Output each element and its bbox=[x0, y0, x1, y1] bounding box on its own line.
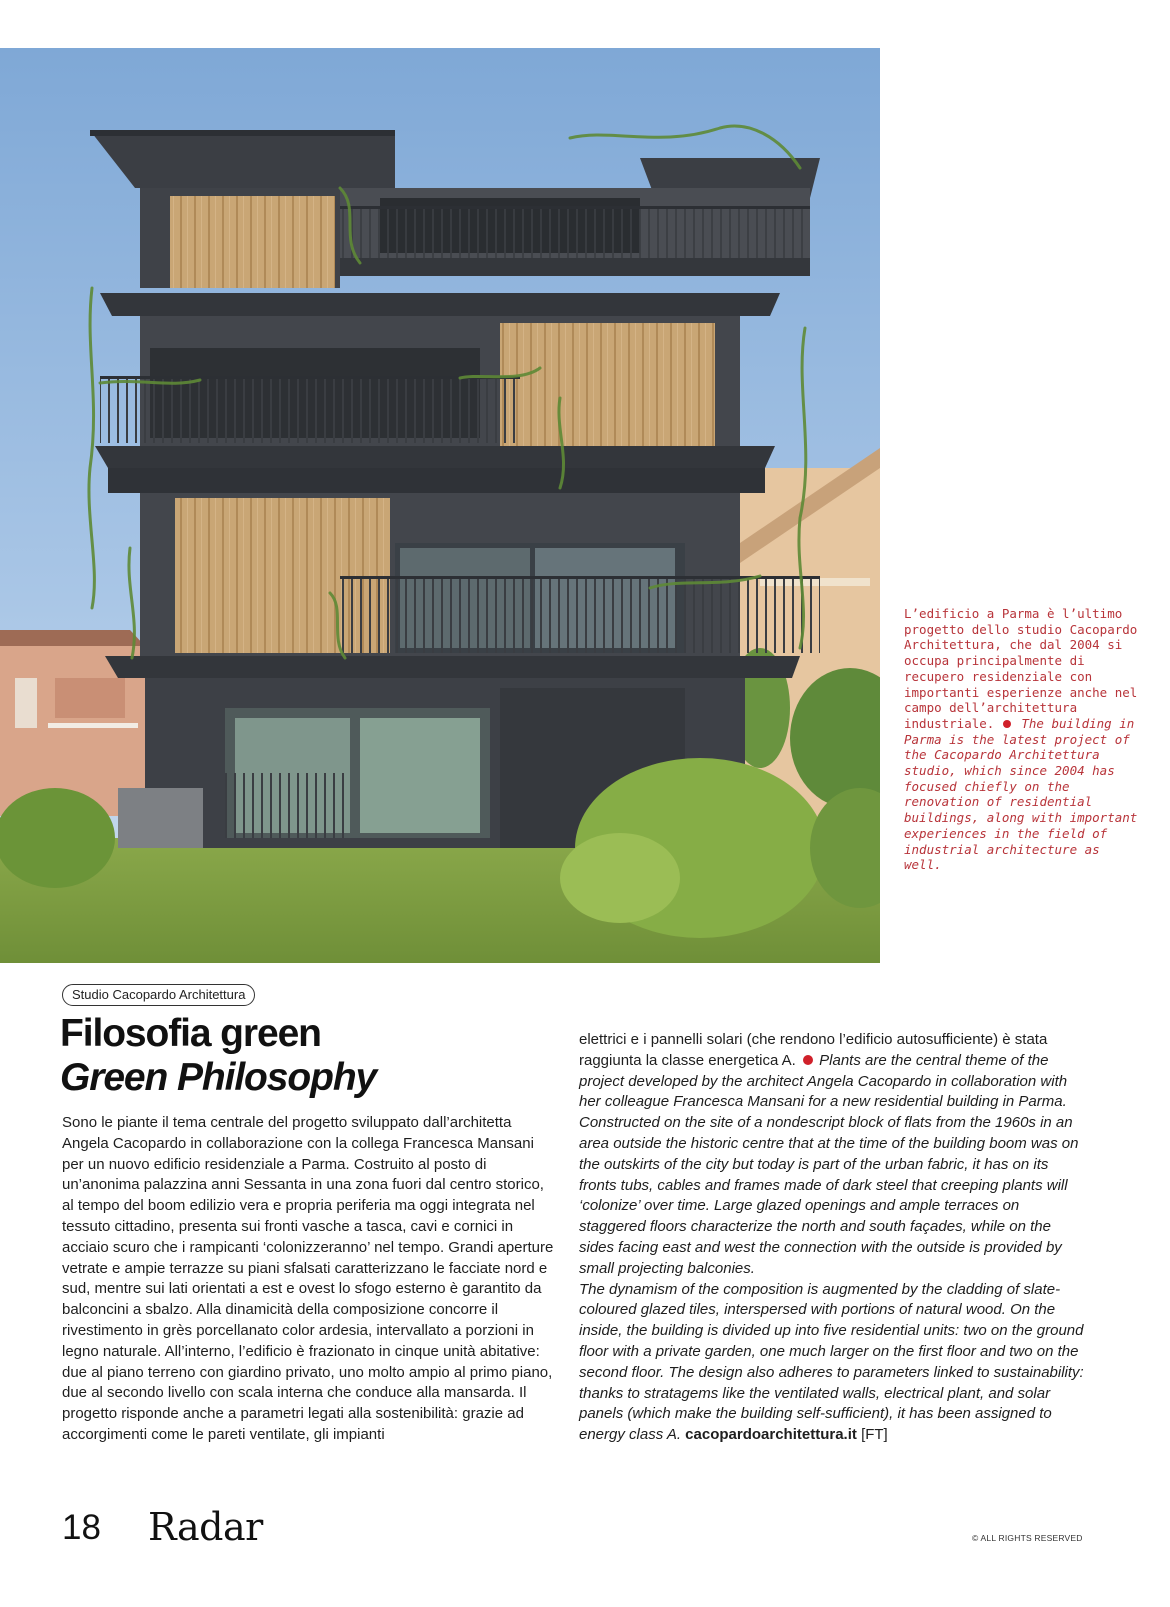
body-italian-part2: elettrici e i pannelli solari (che rendono l’edificio autosufficiente) è stata raggiunta la classe energetica A. bbox=[579, 1031, 1048, 1069]
body-italian-part1: Sono le piante il tema centrale del progetto sviluppato dall’architetta Angela Cacopardo in collaborazione con la collega Francesca Mansani per un nuovo edificio residenziale a Parma. Costruito al posto di un’anonima palazzina anni Sessanta in una zona fuori dal centro storico, al tempo del boom edilizio vera e propria periferia ma oggi integrata nel tessuto cittadino, presenta sui fronti vasche a tasca, cavi e cornici in acciaio scuro che i rampicanti ‘colonizzeranno’ nel tempo. Grandi aperture vetrate e ampie terrazze su piani sfalsati caratterizzano le facciate nord e sud, mentre sui lati orientati a est e ovest lo sfogo esterno è garantito da balconcini a sbalzo. Alla dinamicità della composizione concorre il rivestimento in grès porcellanato color ardesia, intervallato a porzioni in legno naturale. All’interno, l’edificio è frazionato in cinque unità abitative: due al piano terreno con giardino privato, uno molto ampio al primo piano, due al secondo livello con scala interna che conduce alla mansarda. Il progetto risponde anche a parametri legati alla sostenibilità: grazie ad accorgimenti come le pareti ventilate, gli impianti bbox=[62, 1114, 554, 1443]
caption-italian: L’edificio a Parma è l’ultimo progetto dello studio Cacopardo Architettura, che dal 2004 si occupa principalmente di recupero residenziale con importanti esperienze anche nel campo dell’architettura industriale. bbox=[904, 606, 1138, 731]
title-italian: Filosofia green bbox=[60, 1012, 321, 1055]
body-english-p1: Plants are the central theme of the project developed by the architect Angela Cacopardo in collaboration with her colleague Francesca Mansani for a new residential building in Parma. Constructed on the site of a nondescript block of flats from the 1960s in an area outside the historic centre that at the time of the building boom was on the outskirts of the city but today is part of the urban fabric, it has on its fronts tubs, cables and frames made of dark steel that creeping plants will ‘colonize’ over time. Large glazed openings and ample terraces on staggered floors characterize the north and south façades, while on the sides facing east and west the connection with the outside is provided by small projecting balconies. bbox=[579, 1051, 1079, 1277]
article-title bbox=[60, 1012, 560, 1100]
bullet-dot-icon bbox=[1003, 720, 1011, 728]
photo-caption bbox=[904, 606, 1139, 873]
body-english-p2: The dynamism of the composition is augmented by the cladding of slate-coloured glazed tiles, interspersed with portions of natural wood. On the inside, the building is divided up into five residential units: two on the ground floor with a private garden, one much larger on the first floor and two on the second floor. The design also adheres to parameters linked to sustainability: thanks to stratagems like the ventilated walls, electrical plant, and solar panels (which make the building self-sufficient), it has been assigned to energy class A. bbox=[579, 1280, 1084, 1444]
rights-notice: © ALL RIGHTS RESERVED bbox=[972, 1533, 1083, 1543]
body-column-1 bbox=[62, 1113, 554, 1446]
studio-tag: Studio Cacopardo Architettura bbox=[62, 984, 255, 1006]
caption-english: The building in Parma is the latest project of the Cacopardo Architettura studio, which since 2004 has focused chiefly on the renovation of residential buildings, along with important experiences in the field of industrial architecture as well. bbox=[904, 715, 1138, 873]
building-photo bbox=[0, 48, 880, 963]
studio-website-link[interactable]: cacopardoarchitettura.it bbox=[685, 1426, 857, 1444]
title-english: Green Philosophy bbox=[60, 1056, 377, 1099]
author-credit: [FT] bbox=[861, 1426, 888, 1444]
building-illustration bbox=[0, 48, 880, 963]
body-column-2 bbox=[579, 1030, 1084, 1446]
page-number: 18 bbox=[62, 1508, 101, 1547]
bullet-dot-icon bbox=[803, 1055, 813, 1065]
section-name: Radar bbox=[148, 1505, 263, 1549]
